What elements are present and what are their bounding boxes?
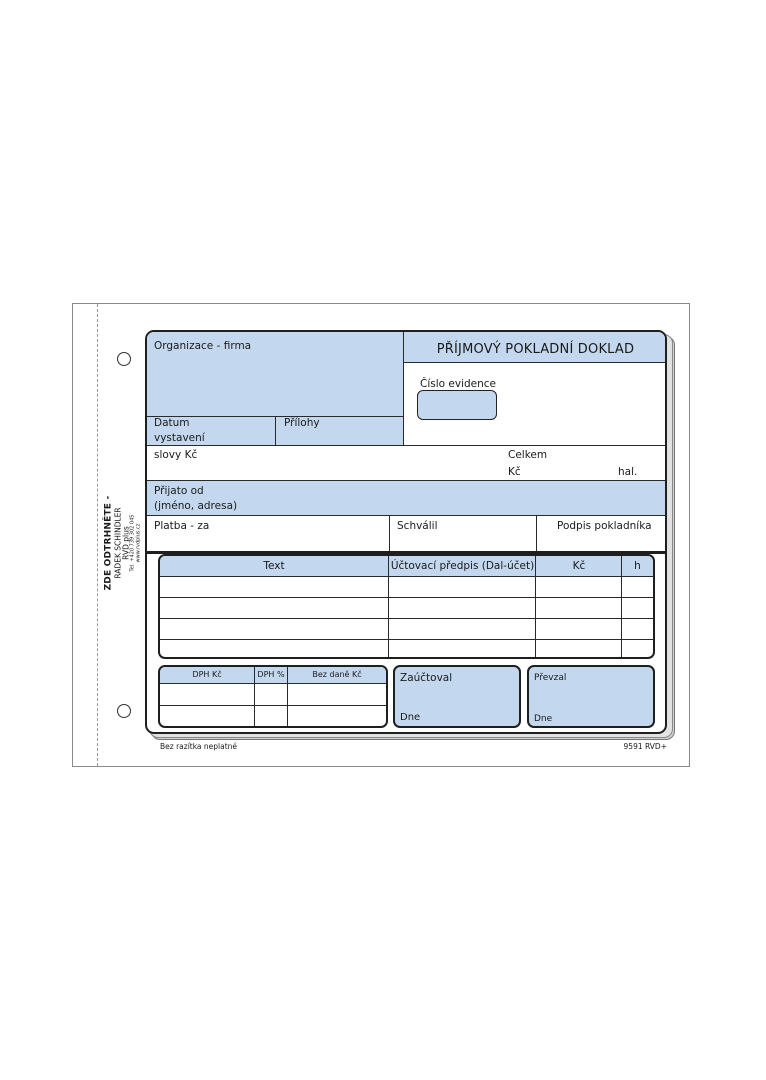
divider [403,332,404,446]
approved-field[interactable] [390,516,537,552]
table-row[interactable] [160,619,653,639]
divider [147,515,667,516]
punch-hole-bottom [117,704,131,718]
total-kc-label: Kč [508,466,521,478]
col-h-header: h [634,560,641,572]
brand-name: RVD plus [121,526,131,560]
table-row[interactable] [160,577,653,597]
vat-table [158,665,388,728]
vat-kc-header: DPH Kč [192,670,222,679]
form-title: PŘÍJMOVÝ POKLADNÍ DOKLAD [436,342,635,357]
divider [389,516,390,552]
divider [388,556,389,657]
cashier-signature-field[interactable] [537,516,667,552]
divider [254,667,255,726]
attachments-label: Přílohy [284,417,320,429]
company-name: RADEK SCHINDLER [113,507,123,579]
accounted-box[interactable] [393,665,521,728]
accounted-date-label: Dne [400,712,421,723]
received-by-box[interactable] [527,665,655,728]
col-kc-header: Kč [572,560,586,572]
received-by-date-label: Dne [534,714,553,724]
items-table [158,554,655,659]
table-row[interactable] [160,640,653,657]
payment-field[interactable] [147,516,390,552]
vat-base-header: Bez daně Kč [312,670,362,679]
words-label: slovy Kč [154,449,198,461]
evidence-label: Číslo evidence [420,378,497,390]
approved-label: Schválil [397,520,438,532]
date-label-1: Datum [154,417,190,429]
evidence-number-field[interactable] [417,390,497,420]
col-account-header: Účtovací předpis (Dal-účet) [390,560,535,572]
divider [535,556,536,657]
received-label-1: Přijato od [154,485,204,497]
divider [404,362,667,363]
tear-line [97,304,98,766]
table-row[interactable] [160,598,653,618]
amount-words-field[interactable] [147,446,501,481]
divider [275,416,276,446]
form-code: 9591 RVD+ [623,742,667,751]
payment-label: Platba - za [154,520,210,532]
total-hal-label: hal. [618,466,638,478]
vat-percent-header: DPH % [257,670,285,679]
divider [287,667,288,726]
col-text-header: Text [263,560,285,572]
cashier-label: Podpis pokladníka [557,520,652,532]
total-amount-field[interactable] [501,446,667,481]
table-row[interactable] [160,684,386,704]
divider [536,516,537,552]
organization-label: Organizace - firma [154,340,252,352]
tear-here-text: ZDE ODTRHNĚTE - [103,495,114,591]
punch-hole-top [117,352,131,366]
footer-note: Bez razítka neplatné [160,742,238,751]
date-label-2: vystavení [154,432,205,444]
divider [147,445,667,446]
company-web: www.rvdplus.cz [135,523,142,563]
divider [147,480,667,481]
accounted-label: Zaúčtoval [400,672,453,684]
received-label-2: (jméno, adresa) [154,500,238,512]
divider [621,556,622,657]
side-imprint [104,496,141,591]
table-row[interactable] [160,706,386,726]
total-label: Celkem [508,449,548,461]
company-phone: Tel. +420 739 302 045 [129,514,136,572]
received-by-label: Převzal [534,673,567,683]
